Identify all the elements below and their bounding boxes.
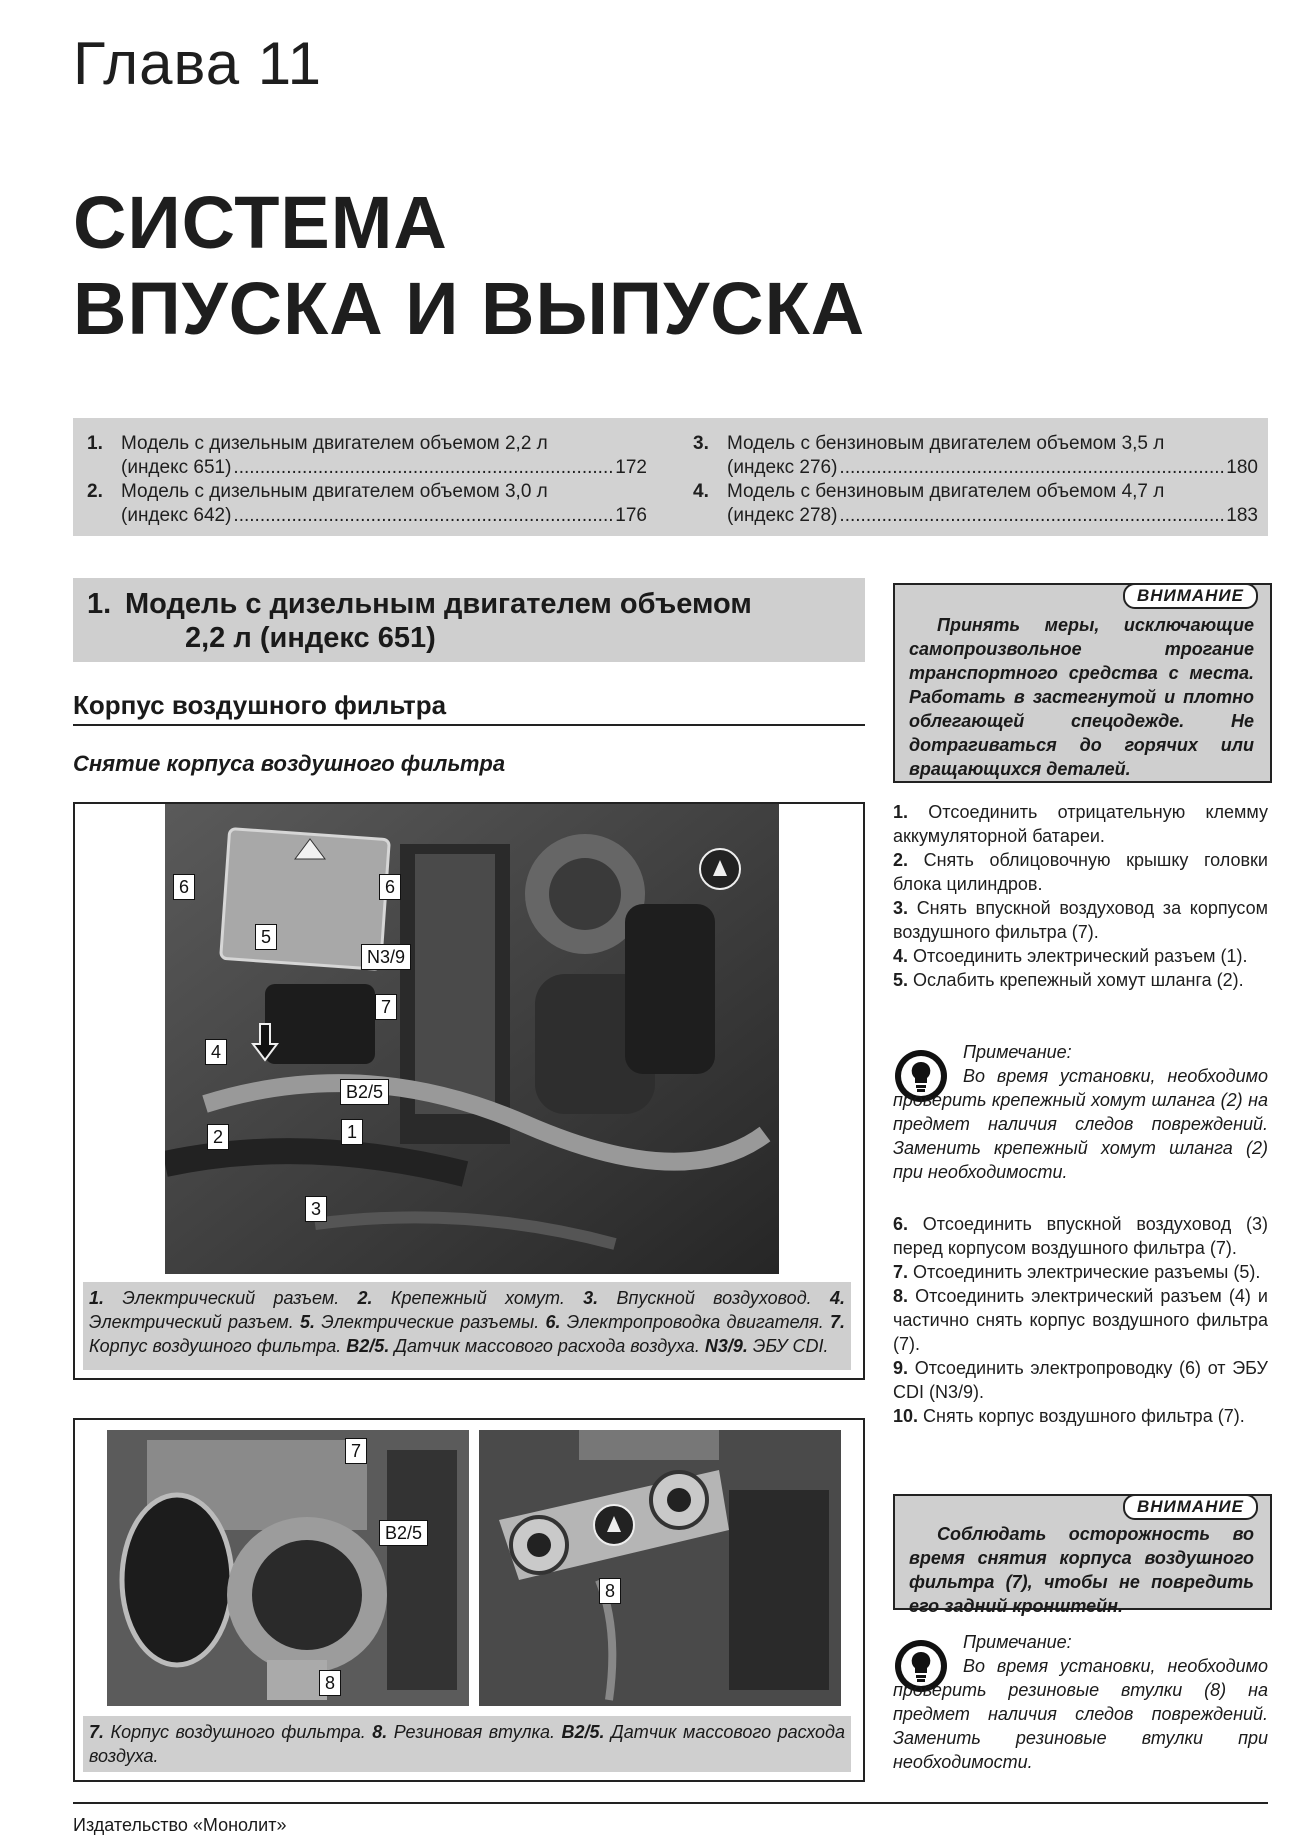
step-number: 8. — [893, 1286, 909, 1306]
toc-item-subtitle: (индекс 642) — [121, 505, 232, 526]
step-number: 2. — [893, 850, 909, 870]
table-of-contents — [73, 418, 1268, 536]
toc-item-subtitle: (индекс 651) — [121, 457, 232, 478]
step-number: 6. — [893, 1214, 909, 1234]
toc-item-number: 3. — [693, 433, 709, 454]
chapter-title-line: ВПУСКА И ВЫПУСКА — [73, 267, 866, 350]
note-text — [893, 1064, 1268, 1184]
step-text: Ослабить крепежный хомут шланга (2). — [913, 970, 1244, 990]
toc-item-page: 183 — [1226, 505, 1258, 526]
step-item — [893, 1284, 1268, 1356]
caption-text: Электрический разъем. — [89, 1312, 300, 1332]
callout-label: 2 — [207, 1124, 229, 1150]
caption-key: 7. — [89, 1722, 105, 1742]
toc-item-title: Модель с дизельным двигателем объемом 2,2 л — [121, 433, 548, 454]
step-item — [893, 1260, 1268, 1284]
caption-key: N3/9. — [704, 1336, 748, 1356]
caption-text: Электрический разъем. — [104, 1288, 358, 1308]
toc-item-number: 4. — [693, 481, 709, 502]
caption-text: Датчик массового расхода воздуха. — [389, 1336, 705, 1356]
step-item — [893, 896, 1268, 944]
chapter-heading: Глава 11 — [73, 30, 323, 97]
callout-label: B2/5 — [379, 1520, 428, 1546]
toc-item-subtitle: (индекс 276) — [727, 457, 838, 478]
caption-text: Впускной воздуховод. — [598, 1288, 830, 1308]
caption-key: 1. — [89, 1288, 105, 1308]
caption-text: ЭБУ CDI. — [747, 1336, 829, 1356]
caption-key: 5. — [300, 1312, 316, 1332]
note-text-content: Во время установки, необходимо проверить резиновые втулки (8) на предмет наличия следов повреждений. Заменить резиновые втулки при необходимости. — [893, 1656, 1268, 1772]
caption-key: 2. — [357, 1288, 373, 1308]
section-heading — [73, 578, 865, 662]
step-number: 7. — [893, 1262, 909, 1282]
caption-text: Электрические разъемы. — [315, 1312, 546, 1332]
toc-item-title: Модель с бензиновым двигателем объемом 3,5 л — [727, 433, 1165, 454]
callout-label: 7 — [375, 994, 397, 1020]
caption-text: Крепежный хомут. — [372, 1288, 584, 1308]
toc-item-page: 180 — [1226, 457, 1258, 478]
section-title-line: Модель с дизельным двигателем объемом — [125, 588, 752, 620]
caption-key: 8. — [372, 1722, 388, 1742]
step-number: 3. — [893, 898, 909, 918]
step-number: 9. — [893, 1358, 909, 1378]
caption-key: 6. — [545, 1312, 561, 1332]
step-text: Отсоединить отрицательную клемму аккумуляторной батареи. — [893, 802, 1268, 846]
caption-text: Корпус воздушного фильтра. — [104, 1722, 373, 1742]
step-item — [893, 968, 1268, 992]
callout-label: 1 — [341, 1119, 363, 1145]
toc-item-number: 2. — [87, 481, 103, 502]
publisher-name: Издательство «Монолит» — [73, 1815, 287, 1835]
step-text: Отсоединить электрические разъемы (5). — [913, 1262, 1261, 1282]
step-text: Снять впускной воздуховод за корпусом воздушного фильтра (7). — [893, 898, 1268, 942]
warning-box — [893, 1494, 1272, 1616]
step-text: Отсоединить электропроводку (6) от ЭБУ CDI (N3/9). — [893, 1358, 1268, 1402]
toc-item-page: 176 — [615, 505, 647, 526]
toc-item-number: 1. — [87, 433, 103, 454]
caption-key: 7. — [829, 1312, 845, 1332]
note-title: Примечание: — [963, 1632, 1072, 1652]
step-number: 1. — [893, 802, 909, 822]
chapter-title-line: СИСТЕМА — [73, 181, 448, 264]
toc-item-page: 172 — [615, 457, 647, 478]
warning-text: Соблюдать осторожность во время снятия корпуса воздушного фильтра (7), чтобы не повредить его задний кронштейн. — [909, 1524, 1254, 1616]
note-box — [893, 1630, 1268, 1780]
step-text: Снять корпус воздушного фильтра (7). — [923, 1406, 1245, 1426]
step-number: 5. — [893, 970, 909, 990]
subsection-heading: Корпус воздушного фильтра — [73, 688, 865, 726]
filter-housing-photo — [107, 1430, 469, 1706]
step-text: Отсоединить электрический разъем (1). — [913, 946, 1248, 966]
caption-text: Электропроводка двигателя. — [560, 1312, 830, 1332]
bracket-illustration — [479, 1430, 841, 1706]
callout-label: N3/9 — [361, 944, 411, 970]
section-number: 1. — [87, 588, 112, 620]
step-item — [893, 800, 1268, 848]
step-item — [893, 1356, 1268, 1404]
toc-item-title: Модель с дизельным двигателем объемом 3,0 л — [121, 481, 548, 502]
figure-caption — [83, 1716, 851, 1772]
callout-label: 7 — [345, 1438, 367, 1464]
figure-caption — [83, 1282, 851, 1370]
callout-label: 5 — [255, 924, 277, 950]
callout-label: B2/5 — [340, 1079, 389, 1105]
warning-text: Принять меры, исключающие самопроизвольное трогание транспортного средства с места. Работать в застегнутой и плотно облегающей спецодежде. Не дотрагиваться до горячих или вращающихся деталей. — [909, 615, 1254, 779]
step-text: Отсоединить впускной воздуховод (3) перед корпусом воздушного фильтра (7). — [893, 1214, 1268, 1258]
note-box — [893, 1040, 1268, 1190]
figure-filter-housing — [73, 1418, 865, 1782]
caption-text: Корпус воздушного фильтра. — [89, 1336, 347, 1356]
step-number: 10. — [893, 1406, 919, 1426]
callout-label: 4 — [205, 1039, 227, 1065]
note-text-content: Во время установки, необходимо проверить крепежный хомут шланга (2) на предмет наличия следов повреждений. Заменить крепежный хомут шланга (2) при необходимости. — [893, 1066, 1268, 1182]
step-text: Снять облицовочную крышку головки блока цилиндров. — [893, 850, 1268, 894]
callout-label: 6 — [173, 874, 195, 900]
warning-tag: ВНИМАНИЕ — [1123, 583, 1258, 609]
engine-bay-photo — [165, 804, 779, 1274]
callout-label: 8 — [319, 1670, 341, 1696]
procedure-steps — [893, 800, 1268, 992]
step-item — [893, 1404, 1268, 1428]
toc-item-title: Модель с бензиновым двигателем объемом 4,7 л — [727, 481, 1165, 502]
filter-housing-illustration — [107, 1430, 469, 1706]
step-item — [893, 944, 1268, 968]
callout-label: 8 — [599, 1578, 621, 1604]
callout-label: 6 — [379, 874, 401, 900]
caption-text: Резиновая втулка. — [387, 1722, 562, 1742]
page-footer — [73, 1802, 1268, 1835]
step-number: 4. — [893, 946, 909, 966]
toc-item-subtitle: (индекс 278) — [727, 505, 838, 526]
caption-key: B2/5. — [561, 1722, 605, 1742]
step-text: Отсоединить электрический разъем (4) и частично снять корпус воздушного фильтра (7). — [893, 1286, 1268, 1354]
section-title-line: 2,2 л (индекс 651) — [185, 622, 436, 654]
procedure-heading: Снятие корпуса воздушного фильтра — [73, 751, 506, 776]
caption-key: B2/5. — [346, 1336, 390, 1356]
step-item — [893, 1212, 1268, 1260]
caption-key: 3. — [583, 1288, 599, 1308]
note-text — [893, 1654, 1268, 1774]
figure-engine-bay — [73, 802, 865, 1380]
warning-tag: ВНИМАНИЕ — [1123, 1494, 1258, 1520]
step-item — [893, 848, 1268, 896]
bracket-photo — [479, 1430, 841, 1706]
procedure-steps — [893, 1212, 1268, 1428]
callout-label: 3 — [305, 1196, 327, 1222]
caption-key: 4. — [829, 1288, 845, 1308]
engine-bay-illustration — [165, 804, 779, 1274]
caption-text: Датчик массового расхода воздуха. — [89, 1722, 845, 1766]
warning-box — [893, 583, 1272, 783]
chapter-title — [73, 180, 865, 352]
note-title: Примечание: — [963, 1042, 1072, 1062]
